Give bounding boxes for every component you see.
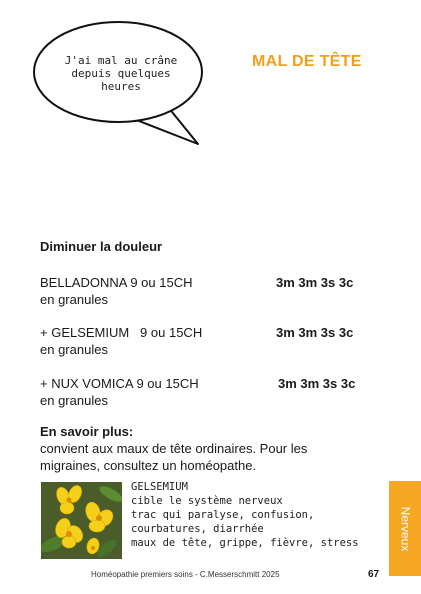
category-tab-nerveux[interactable] <box>389 481 421 576</box>
speech-bubble <box>18 12 218 152</box>
remedy-dose: 3m 3m 3s 3c <box>278 376 356 391</box>
flower-illustration <box>41 482 122 559</box>
plant-card-line: courbatures, diarrhée <box>131 523 264 535</box>
speech-bubble-text <box>62 54 180 93</box>
plant-card-line: maux de tête, grippe, fièvre, stress <box>131 537 359 549</box>
remedy-item <box>40 274 370 308</box>
page-title: MAL DE TÊTE <box>252 53 362 70</box>
remedy-dose: 3m 3m 3s 3c <box>276 325 354 340</box>
gelsemium-flower-photo <box>41 482 122 559</box>
more-info-heading: En savoir plus: <box>40 424 134 439</box>
more-info-line: migraines, consultez un homéopathe. <box>40 458 257 473</box>
remedy-name: + GELSEMIUM 9 ou 15CH <box>40 325 203 340</box>
remedy-name: + NUX VOMICA 9 ou 15CH <box>40 376 199 391</box>
category-tab-label: Nerveux <box>398 506 412 551</box>
bubble-line: depuis quelques <box>71 67 171 80</box>
remedy-form: en granules <box>40 393 108 408</box>
section-heading: Diminuer la douleur <box>40 239 163 254</box>
more-info-line: convient aux maux de tête ordinaires. Pour les <box>40 441 308 456</box>
plant-card <box>131 480 371 550</box>
footer-credit: Homéopathie premiers soins - C.Messerschmitt 2025 <box>91 570 280 579</box>
remedy-form: en granules <box>40 292 108 307</box>
remedy-item <box>40 324 370 358</box>
more-info <box>40 423 340 474</box>
plant-card-line: trac qui paralyse, confusion, <box>131 509 315 521</box>
remedy-form: en granules <box>40 342 108 357</box>
plant-card-line: GELSEMIUM <box>131 481 188 493</box>
remedy-item <box>40 375 370 409</box>
bubble-line: heures <box>101 80 141 93</box>
plant-card-line: cible le système nerveux <box>131 495 283 507</box>
bubble-line: J'ai mal au crâne <box>64 54 178 67</box>
remedy-name: BELLADONNA 9 ou 15CH <box>40 275 193 290</box>
page-number: 67 <box>368 569 380 580</box>
remedy-dose: 3m 3m 3s 3c <box>276 275 354 290</box>
